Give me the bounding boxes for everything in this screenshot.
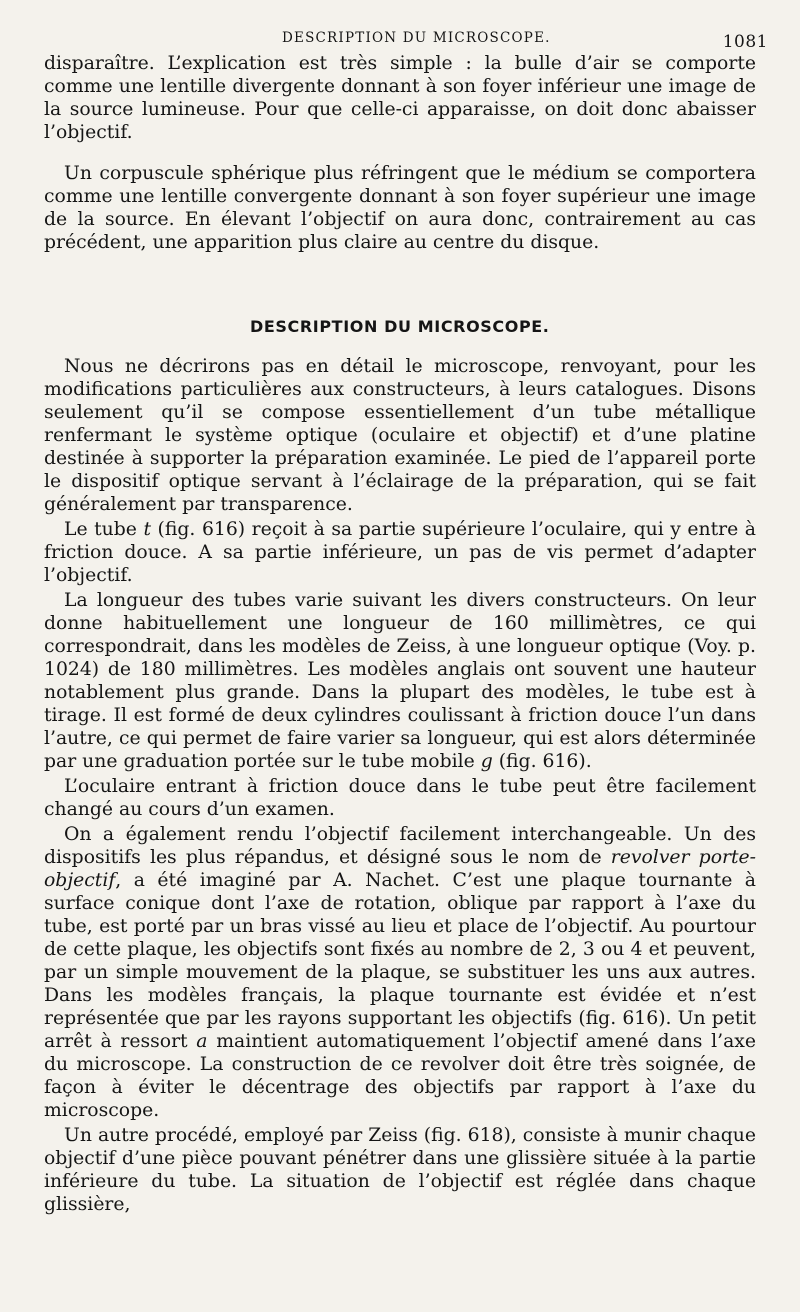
term-revolver-porte-objectif: revolver porte-objectif — [44, 847, 756, 891]
body-paragraph-1: Nous ne décrirons pas en détail le microscope, renvoyant, pour les modifications particulières aux constructeurs, à leurs catalogues. Disons seulement qu’il se compose essentiellement d’un tube métallique renfermant le système optique (oculaire et objectif) et d’une platine destinée à supporter la préparation examinée. Le pied de l’appareil porte le dispositif optique servant à l’éclairage de la préparation, qui se fait généralement par transparence. — [44, 356, 756, 515]
body-paragraph-2 — [44, 518, 756, 587]
paragraph-text-start: On a également rendu l’objectif facilement interchangeable. Un des dispositifs les plus répandus, et désigné sous le nom de — [44, 824, 756, 868]
running-header: DESCRIPTION DU MICROSCOPE. — [282, 30, 551, 46]
body-paragraph-6: Un autre procédé, employé par Zeiss (fig. 618), consiste à munir chaque objectif d’une pièce pouvant pénétrer dans une glissière située à la partie inférieure du tube. La situation de l’objectif est réglée dans chaque glissière, — [44, 1125, 756, 1215]
body-paragraph-5 — [44, 823, 756, 1122]
body-paragraph-4: L’oculaire entrant à friction douce dans le tube peut être facilement changé au cours d’un examen. — [44, 776, 756, 820]
intro-paragraph-1 — [44, 52, 756, 144]
intro-paragraph-2 — [44, 162, 756, 254]
paragraph-text-middle: , a été imaginé par A. Nachet. C’est une plaque tournante à surface conique dont l’axe de rotation, oblique par rapport à l’axe du tube, est porté par un bras vissé au lieu et place de l’objectif. Au pourtour de cette plaque, les objectifs sont fixés au nombre de 2, 3 ou 4 et peuvent, par un simple mouvement de la plaque, se substituer les uns aux autres. Dans les modèles français, la plaque tournante est évidée et n’est représentée que par les rayons supportant les objectifs (fig. 616). Un petit arrêt à ressort — [44, 870, 756, 1052]
section-body — [44, 355, 756, 1216]
paragraph-text: Un corpuscule sphérique plus réfringent que le médium se comportera comme une lentille convergente donnant à son foyer supérieur une image de la source. En élevant l’objectif on aura donc, contrairement au cas précédent, une apparition plus claire au centre du disque. — [44, 163, 756, 253]
paragraph-text-start: Le tube — [64, 519, 144, 540]
section-title: DESCRIPTION DU MICROSCOPE. — [250, 317, 550, 336]
paragraph-text-end: (fig. 616) reçoit à sa partie supérieure l’oculaire, qui y entre à friction douce. A sa partie inférieure, un pas de vis permet d’adapter l’objectif. — [44, 519, 756, 586]
variable-g: g — [480, 751, 493, 772]
variable-a: a — [196, 1031, 208, 1052]
paragraph-text-end: (fig. 616). — [492, 751, 592, 772]
page-number: 1081 — [722, 32, 768, 52]
paragraph-text-start: La longueur des tubes varie suivant les divers constructeurs. On leur donne habituellement une longueur de 160 millimètres, ce qui correspondrait, dans les modèles de Zeiss, à une longueur optique (Voy. p. 1024) de 180 millimètres. Les modèles anglais ont souvent une hauteur notablement plus grande. Dans la plupart des modèles, le tube est à tirage. Il est formé de deux cylindres coulissant à friction douce l’un dans l’autre, ce qui permet de faire varier sa longueur, qui est alors déterminée par une graduation portée sur le tube mobile — [44, 590, 756, 772]
body-paragraph-3 — [44, 589, 756, 773]
paragraph-text: disparaître. L’explication est très simple : la bulle d’air se comporte comme une lentille divergente donnant à son foyer inférieur une image de la source lumineuse. Pour que celle-ci apparaisse, on doit donc abaisser l’objectif. — [44, 53, 756, 143]
variable-t: t — [143, 519, 152, 540]
paragraph-text-end: maintient automatiquement l’objectif amené dans l’axe du microscope. La construction de ce revolver doit être très soignée, de façon à éviter le décentrage des objectifs par rapport à l’axe du microscope. — [44, 1031, 757, 1121]
